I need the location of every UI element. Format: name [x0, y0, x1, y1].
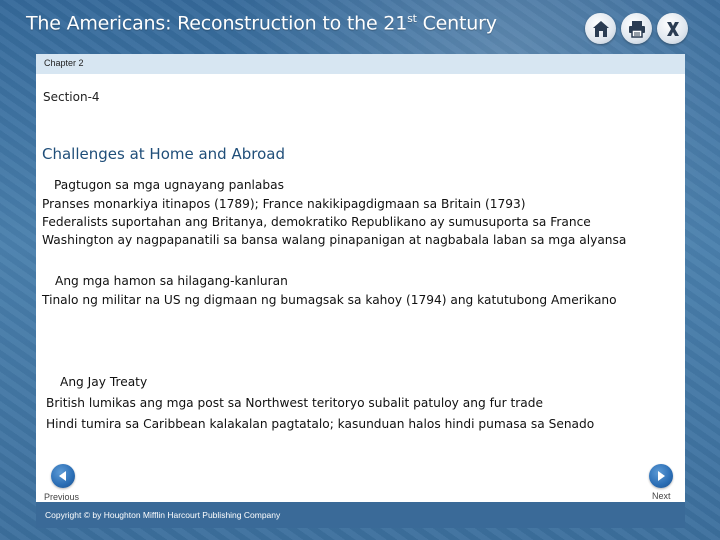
home-icon	[591, 19, 611, 39]
list-item: Federalists suportahan ang Britanya, demokratiko Republikano ay sumusuporta sa France	[42, 215, 591, 229]
close-icon	[663, 19, 683, 39]
group-title-northwest: Ang mga hamon sa hilagang-kanluran	[55, 274, 288, 288]
group-title-foreign-affairs: Pagtugon sa mga ugnayang panlabas	[54, 178, 284, 192]
footer-bar	[36, 502, 685, 528]
home-button[interactable]	[585, 13, 616, 44]
previous-label[interactable]: Previous	[44, 492, 80, 502]
next-button[interactable]	[649, 464, 673, 488]
list-item: Tinalo ng militar na US ng digmaan ng bumagsak sa kahoy (1794) ang katutubong Amerikano	[42, 293, 617, 307]
group-title-jay-treaty: Ang Jay Treaty	[60, 375, 148, 389]
list-item: Pranses monarkiya itinapos (1789); France nakikipagdigmaan sa Britain (1793)	[42, 197, 526, 211]
arrow-right-icon	[655, 470, 667, 482]
list-item: Washington ay nagpapanatili sa bansa walang pinapanigan at nagbabala laban sa mga alyansa	[42, 233, 627, 247]
list-item: British lumikas ang mga post sa Northwest teritoryo subalit patuloy ang fur trade	[46, 396, 543, 410]
print-icon	[627, 19, 647, 39]
chapter-label: Chapter 2	[44, 58, 84, 68]
section-label: Section-4	[43, 90, 100, 104]
close-button[interactable]	[657, 13, 688, 44]
page-heading: Challenges at Home and Abroad	[42, 145, 285, 163]
chapter-bar	[36, 54, 685, 74]
next-label[interactable]: Next	[652, 491, 671, 501]
list-item: Hindi tumira sa Caribbean kalakalan pagtatalo; kasunduan halos hindi pumasa sa Senado	[46, 417, 595, 431]
arrow-left-icon	[57, 470, 69, 482]
print-button[interactable]	[621, 13, 652, 44]
content-panel	[36, 54, 685, 528]
previous-button[interactable]	[51, 464, 75, 488]
copyright-text: Copyright © by Houghton Mifflin Harcourt Publishing Company	[45, 510, 281, 520]
app-title	[26, 12, 497, 34]
app-title-main: The Americans: Reconstruction to the 21	[26, 12, 408, 35]
app-title-superscript: st	[407, 12, 417, 25]
app-title-suffix: Century	[416, 12, 497, 35]
